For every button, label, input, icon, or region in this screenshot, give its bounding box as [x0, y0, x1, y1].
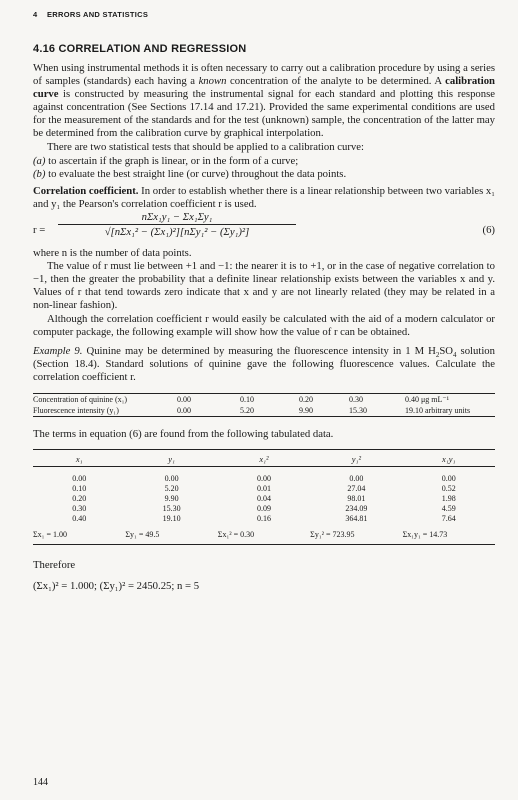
table-cell: 234.09 [345, 504, 368, 514]
example-sub-2: 4 [453, 350, 457, 359]
table-cell: 0.20 [299, 394, 313, 404]
table-cell: 5.20 [240, 405, 254, 415]
example-sub-1: 2 [435, 350, 440, 359]
example-label: Example 9. [33, 344, 83, 357]
formula-lhs: r = [33, 224, 46, 237]
intro-known: known [198, 75, 227, 88]
column-header: x₁ [33, 450, 125, 467]
tabulated-intro: The terms in equation (6) are found from the following tabulated data. [33, 427, 334, 440]
where-line: where n is the number of data points. [33, 247, 192, 260]
tabulated-terms-table [33, 449, 495, 545]
running-header [33, 10, 495, 19]
table-cell: 364.81 [345, 514, 368, 524]
table-cell: 0.00 [177, 394, 191, 404]
example-text-a: Quinine may be determined by measuring the fluorescence intensity in 1 M H [82, 344, 436, 357]
table-cell: 0.00 [72, 474, 87, 484]
sum-cell: Σy₁² = 723.95 [310, 530, 355, 540]
table-cell: 0.00 [177, 405, 191, 415]
intro-text-c: is constructed by measuring the instrumental signal for each standard and plotting this response against concentration (See Sections 17.14 and 17.21). Provided the same experimental conditions are used for the measurement of the standards and for the test (unknown) sample, the concentration of the latter may be determined from the calibration curve by graphical interpolation. [33, 88, 495, 140]
formula-fraction [58, 211, 296, 238]
table-cell: 0.00 [256, 474, 271, 484]
table-cell: 7.64 [441, 514, 456, 524]
sum-cell: Σx₁ = 1.00 [33, 530, 67, 540]
table-cell: 15.30 [349, 405, 367, 415]
table-header-row [33, 450, 495, 467]
table-cell: 5.20 [164, 484, 179, 494]
table-cell: 0.40 [72, 514, 87, 524]
tests-list [33, 155, 495, 181]
table-cell: 0.40 μg mL⁻¹ [405, 394, 450, 404]
table-row [33, 504, 495, 514]
column-header: y₁² [310, 450, 402, 467]
formula-denominator: √[nΣx₁² − (Σx₁)²][nΣy₁² − (Σy₁)²] [104, 226, 250, 239]
column-header: x₁² [218, 450, 310, 467]
table-cell: 0.04 [256, 494, 271, 504]
table-cell: 0.30 [72, 504, 87, 514]
table-cell: 19.10 [162, 514, 181, 524]
table-cell: 9.90 [299, 405, 313, 415]
value-paragraph: The value of r must lie between +1 and −1: the nearer it is to +1, or in the case of negative correlation to −1, then the greater the probability that a definite linear relationship exists between the variables x and y. Values of r that tend towards zero indicate that x and y are not linearly related (they may be related in a non-linear fashion). [33, 260, 495, 312]
table-cell: 98.01 [347, 494, 366, 504]
table-cell: 0.00 [164, 474, 179, 484]
tests-paragraph: There are two statistical tests that should be applied to a calibration curve: [47, 140, 364, 153]
concentration-label: Concentration of quinine (x₁) [33, 394, 128, 404]
correlation-paragraph [33, 185, 495, 211]
section-title: CORRELATION AND REGRESSION [58, 43, 247, 55]
column-header: x₁y₁ [403, 450, 495, 467]
equation-6 [33, 211, 495, 247]
sums-row [33, 524, 495, 545]
calculation-paragraph: Although the correlation coefficient r would easily be calculated with the aid of a modern calculator or computer package, the following example will show how the value of r can be obtained. [33, 312, 495, 338]
table-cell: 0.20 [72, 494, 87, 504]
table-row [33, 474, 495, 484]
table-cell: 0.00 [441, 474, 456, 484]
table-cell: 0.01 [256, 484, 271, 494]
page-number: 144 [33, 777, 48, 788]
example-text-b: SO [439, 344, 454, 357]
list-label-b: (b) [33, 167, 46, 180]
section-number: 4.16 [33, 43, 56, 55]
table-cell: 27.04 [347, 484, 366, 494]
intro-paragraph [33, 62, 495, 141]
page [33, 10, 495, 593]
section-heading [33, 43, 495, 55]
list-text-b: to evaluate the best straight line (or curve) throughout the data points. [45, 167, 347, 180]
table-cell: 0.09 [256, 504, 271, 514]
intensity-row [33, 405, 495, 417]
table-cell: 0.10 [72, 484, 87, 494]
calibration-curve-term: calibration curve [33, 75, 495, 101]
table-cell: 1.98 [441, 494, 456, 504]
example-paragraph [33, 345, 495, 384]
table-cell: 0.52 [441, 484, 456, 494]
sum-cell: Σx₁² = 0.30 [217, 530, 255, 540]
table-cell: 9.90 [164, 494, 179, 504]
list-label-a: (a) [33, 154, 46, 167]
table-cell: 0.30 [349, 394, 363, 404]
correlation-text: In order to establish whether there is a linear relationship between two variables x₁ and y₁ the Pearson's correlation coefficient r is used. [33, 184, 495, 210]
column-header: y₁ [125, 450, 217, 467]
therefore-line: Therefore [33, 559, 76, 572]
list-item-a [33, 155, 495, 168]
list-item-b [33, 168, 495, 181]
equation-number: (6) [482, 224, 495, 237]
intro-text-b: concentration of the analyte to be determined. A [226, 75, 446, 88]
sum-cell: Σx₁y₁ = 14.73 [402, 530, 448, 540]
formula-numerator: nΣx₁y₁ − Σx₁Σy₁ [58, 211, 296, 225]
table-row [33, 514, 495, 524]
table-cell: 0.10 [240, 394, 254, 404]
list-text-a: to ascertain if the graph is linear, or in the form of a curve; [45, 154, 299, 167]
running-title: ERRORS AND STATISTICS [47, 10, 149, 19]
table-cell: 15.30 [162, 504, 181, 514]
table-row [33, 484, 495, 494]
example-text-c: solution (Section 18.4). Standard solutions of quinine gave the following fluorescence values. Calculate the correlation coefficient r. [33, 344, 495, 383]
intro-text-a: When using instrumental methods it is often necessary to carry out a calibration procedure by using a series of samples (standards) each having a [33, 62, 495, 88]
result-line: (Σx₁)² = 1.000; (Σy₁)² = 2450.25; n = 5 [33, 580, 200, 593]
spacer-row [33, 467, 495, 475]
sum-cell: Σy₁ = 49.5 [125, 530, 160, 540]
table-cell: 4.59 [441, 504, 456, 514]
table-cell: 0.16 [256, 514, 271, 524]
intensity-label: Fluorescence intensity (y₁) [33, 405, 119, 415]
table-cell: 0.00 [349, 474, 364, 484]
quinine-data-table [33, 393, 495, 417]
correlation-heading: Correlation coefficient. [33, 184, 139, 197]
concentration-row [33, 393, 495, 405]
table-row [33, 494, 495, 504]
header-page-marker: 4 [33, 10, 38, 19]
table-cell: 19.10 arbitrary units [405, 405, 471, 415]
